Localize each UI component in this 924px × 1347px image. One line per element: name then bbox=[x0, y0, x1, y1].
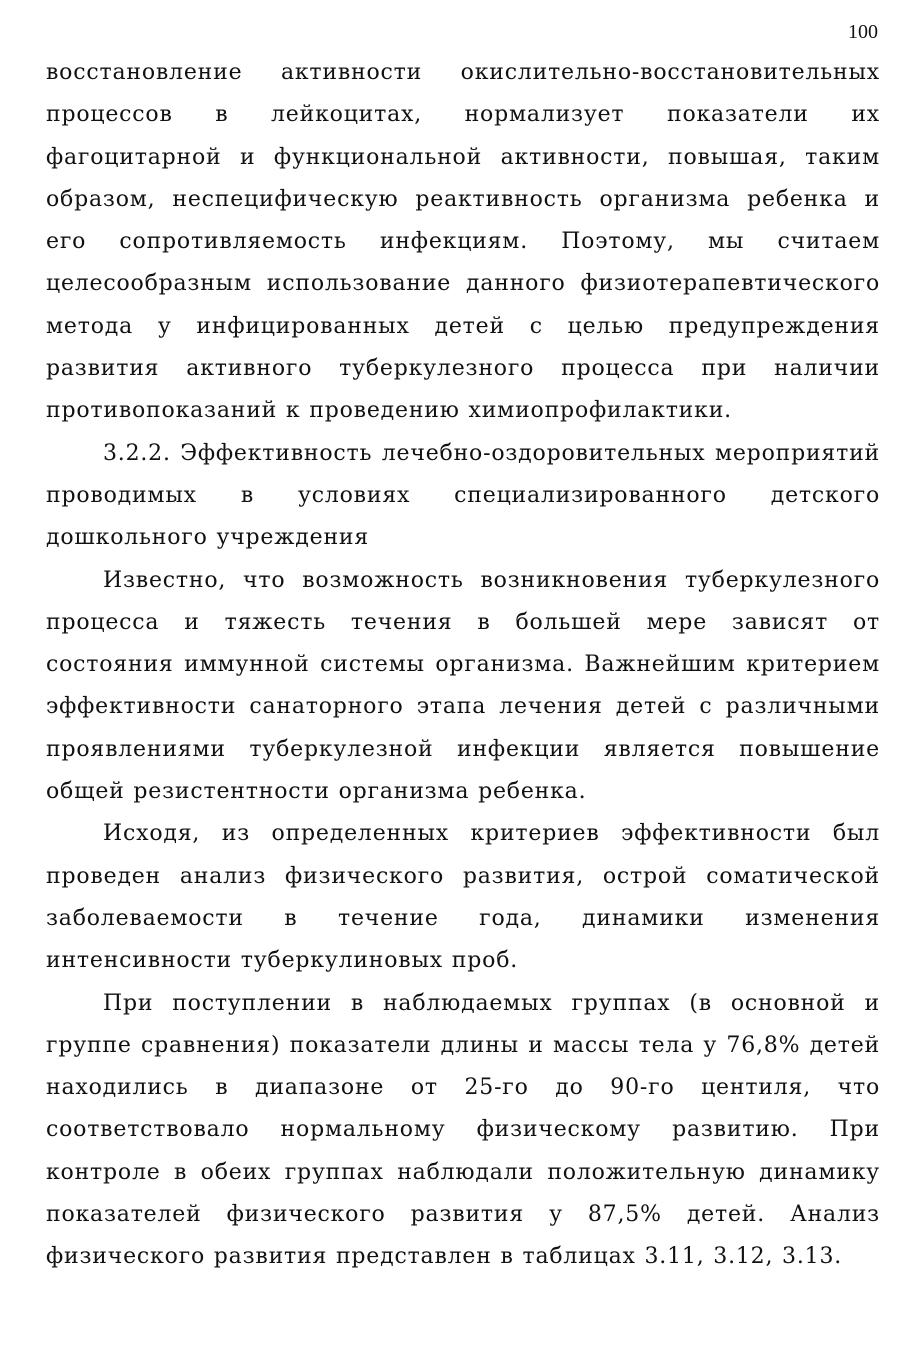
paragraph-immune: Известно, что возможность возникновения туберкулезного процесса и тяжесть течения в большей мере зависят от состояния иммунной системы организма. Важнейшим критерием эффективности санаторного этапа лечения детей с различными проявлениями туберкулезной инфекции является повышение общей резистентности организма ребенка. bbox=[46, 567, 880, 805]
paragraph-physical-development: При поступлении в наблюдаемых группах (в основной и группе сравнения) показатели длины и массы тела у 76,8% детей находились в диапазоне от 25-го до 90-го центиля, что соответствовало нормальному физическому развитию. При контроле в обеих группах наблюдали положительную динамику показателей физического развития у 87,5% детей. Анализ физического развития представлен в таблицах 3.11, 3.12, 3.13. bbox=[46, 990, 880, 1270]
body-text bbox=[46, 52, 880, 1279]
page-number: 100 bbox=[848, 21, 878, 43]
paragraph-continuation: восстановление активности окислительно-восстановительных процессов в лейкоцитах, нормализует показатели их фагоцитарной и функциональной активности, повышая, таким образом, неспецифическую реактивность организма ребенка и его сопротивляемость инфекциям. Поэтому, мы считаем целесообразным использование данного физиотерапевтического метода у инфицированных детей с целью предупреждения развития активного туберкулезного процесса при наличии противопоказаний к проведению химиопрофилактики. bbox=[46, 60, 880, 424]
paragraph-criteria: Исходя, из определенных критериев эффективности был проведен анализ физического развития, острой соматической заболеваемости в течение года, динамики изменения интенсивности туберкулиновых проб. bbox=[46, 821, 880, 974]
section-heading: 3.2.2. Эффективность лечебно-оздоровительных мероприятий проводимых в условиях специализированного детского дошкольного учреждения bbox=[46, 440, 880, 551]
